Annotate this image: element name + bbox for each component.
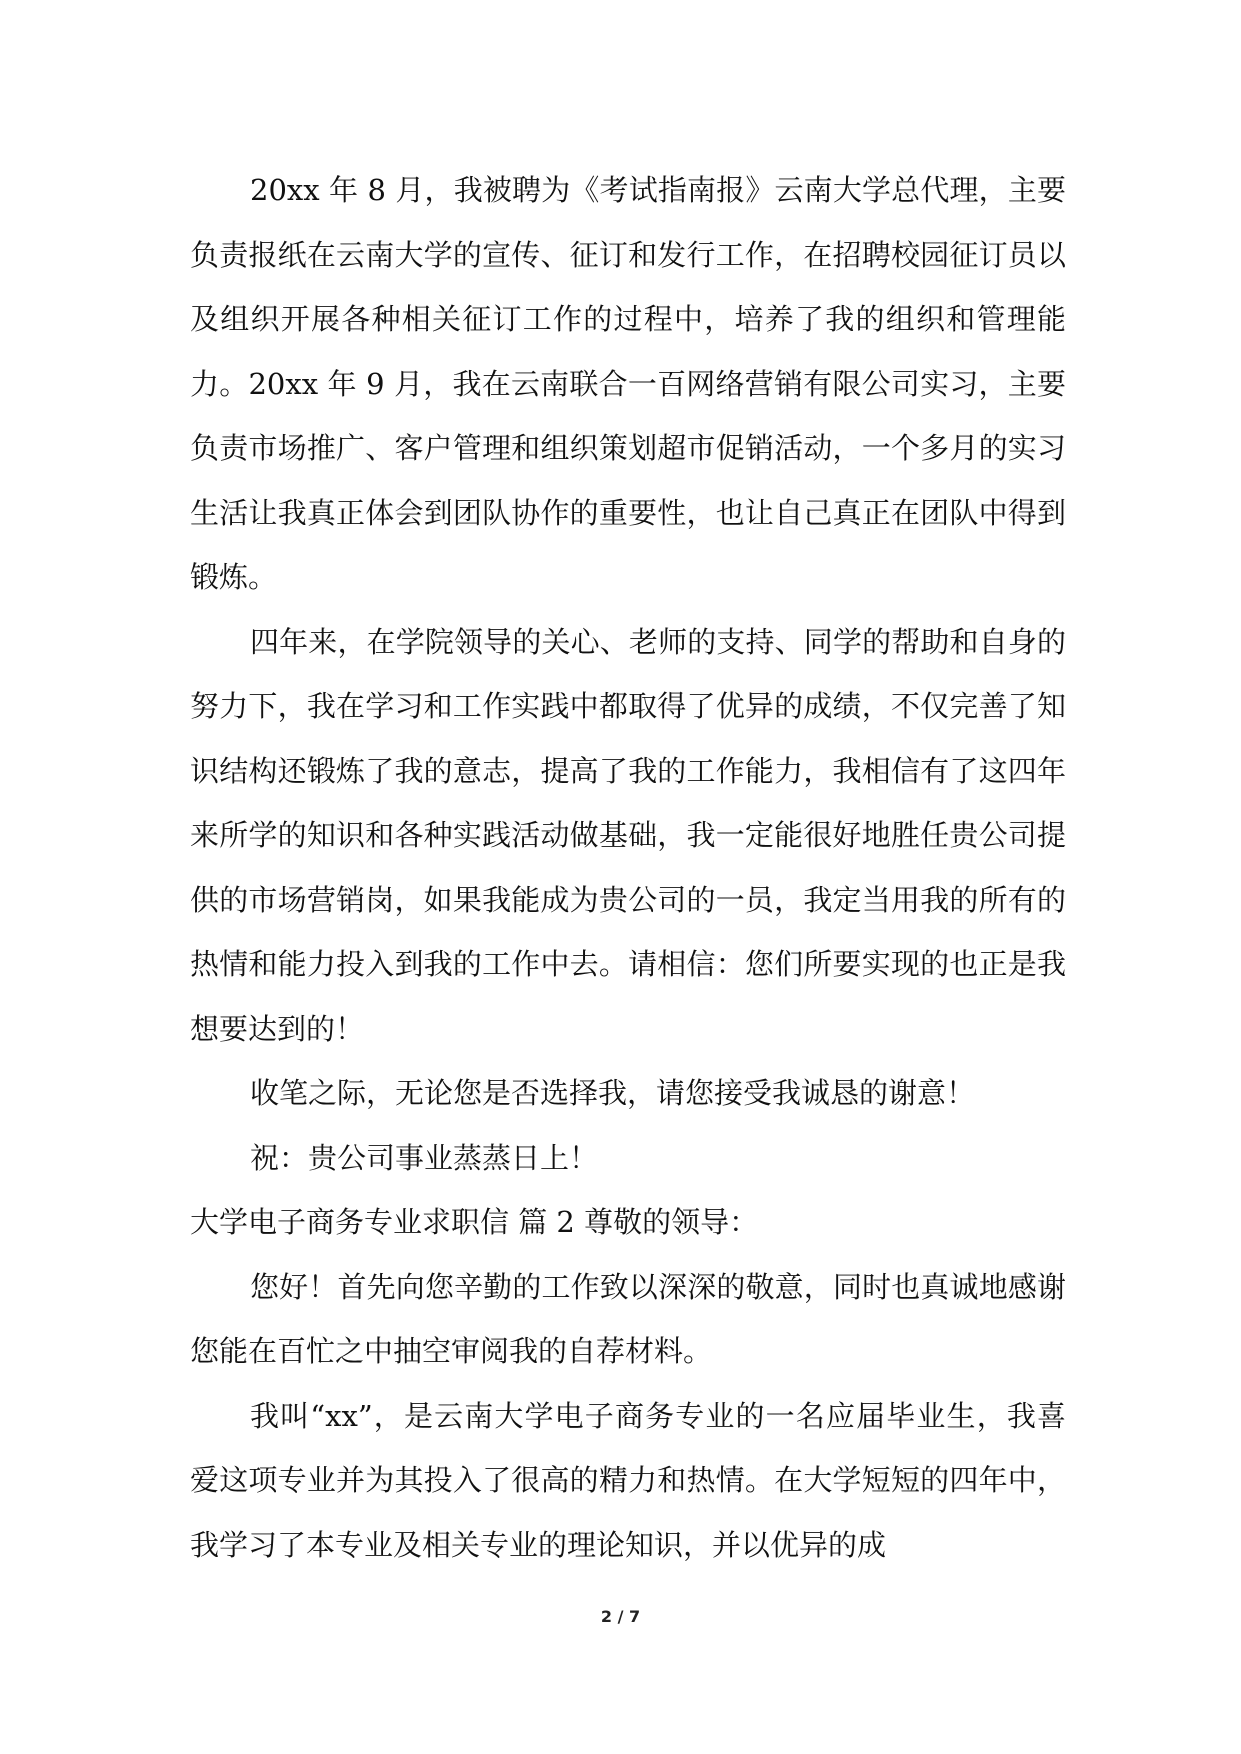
paragraph-closing-thanks: 收笔之际，无论您是否选择我，请您接受我诚恳的谢意！	[250, 1076, 976, 1110]
document-body	[190, 158, 1066, 1577]
paragraph-internship: 20xx 年 8 月，我被聘为《考试指南报》云南大学总代理，主要负责报纸在云南大学的宣传、征订和发行工作，在招聘校园征订员以及组织开展各种相关征订工作的过程中，培养了我的组织和管理能力。20xx 年 9 月，我在云南联合一百网络营销有限公司实习，主要负责市场推广、客户管理和组织策划超市促销活动，一个多月的实习生活让我真正体会到团队协作的重要性，也让自己真正在团队中得到锻炼。	[190, 173, 1066, 594]
paragraph-four-years: 四年来，在学院领导的关心、老师的支持、同学的帮助和自身的努力下，我在学习和工作实践中都取得了优异的成绩，不仅完善了知识结构还锻炼了我的意志，提高了我的工作能力，我相信有了这四年来所学的知识和各种实践活动做基础，我一定能很好地胜任贵公司提供的市场营销岗，如果我能成为贵公司的一员，我定当用我的所有的热情和能力投入到我的工作中去。请相信：您们所要实现的也正是我想要达到的！	[190, 624, 1066, 1046]
page-number: 2 / 7	[600, 1607, 641, 1626]
paragraph-greeting: 您好！首先向您辛勤的工作致以深深的敬意，同时也真诚地感谢您能在百忙之中抽空审阅我的自荐材料。	[190, 1269, 1066, 1368]
section-heading-letter-2: 大学电子商务专业求职信 篇 2 尊敬的领导：	[190, 1205, 759, 1239]
paragraph-self-introduction: 我叫“xx”，是云南大学电子商务专业的一名应届毕业生，我喜爱这项专业并为其投入了很高的精力和热情。在大学短短的四年中，我学习了本专业及相关专业的理论知识，并以优异的成	[190, 1398, 1066, 1562]
paragraph-wish: 祝：贵公司事业蒸蒸日上！	[250, 1140, 599, 1175]
